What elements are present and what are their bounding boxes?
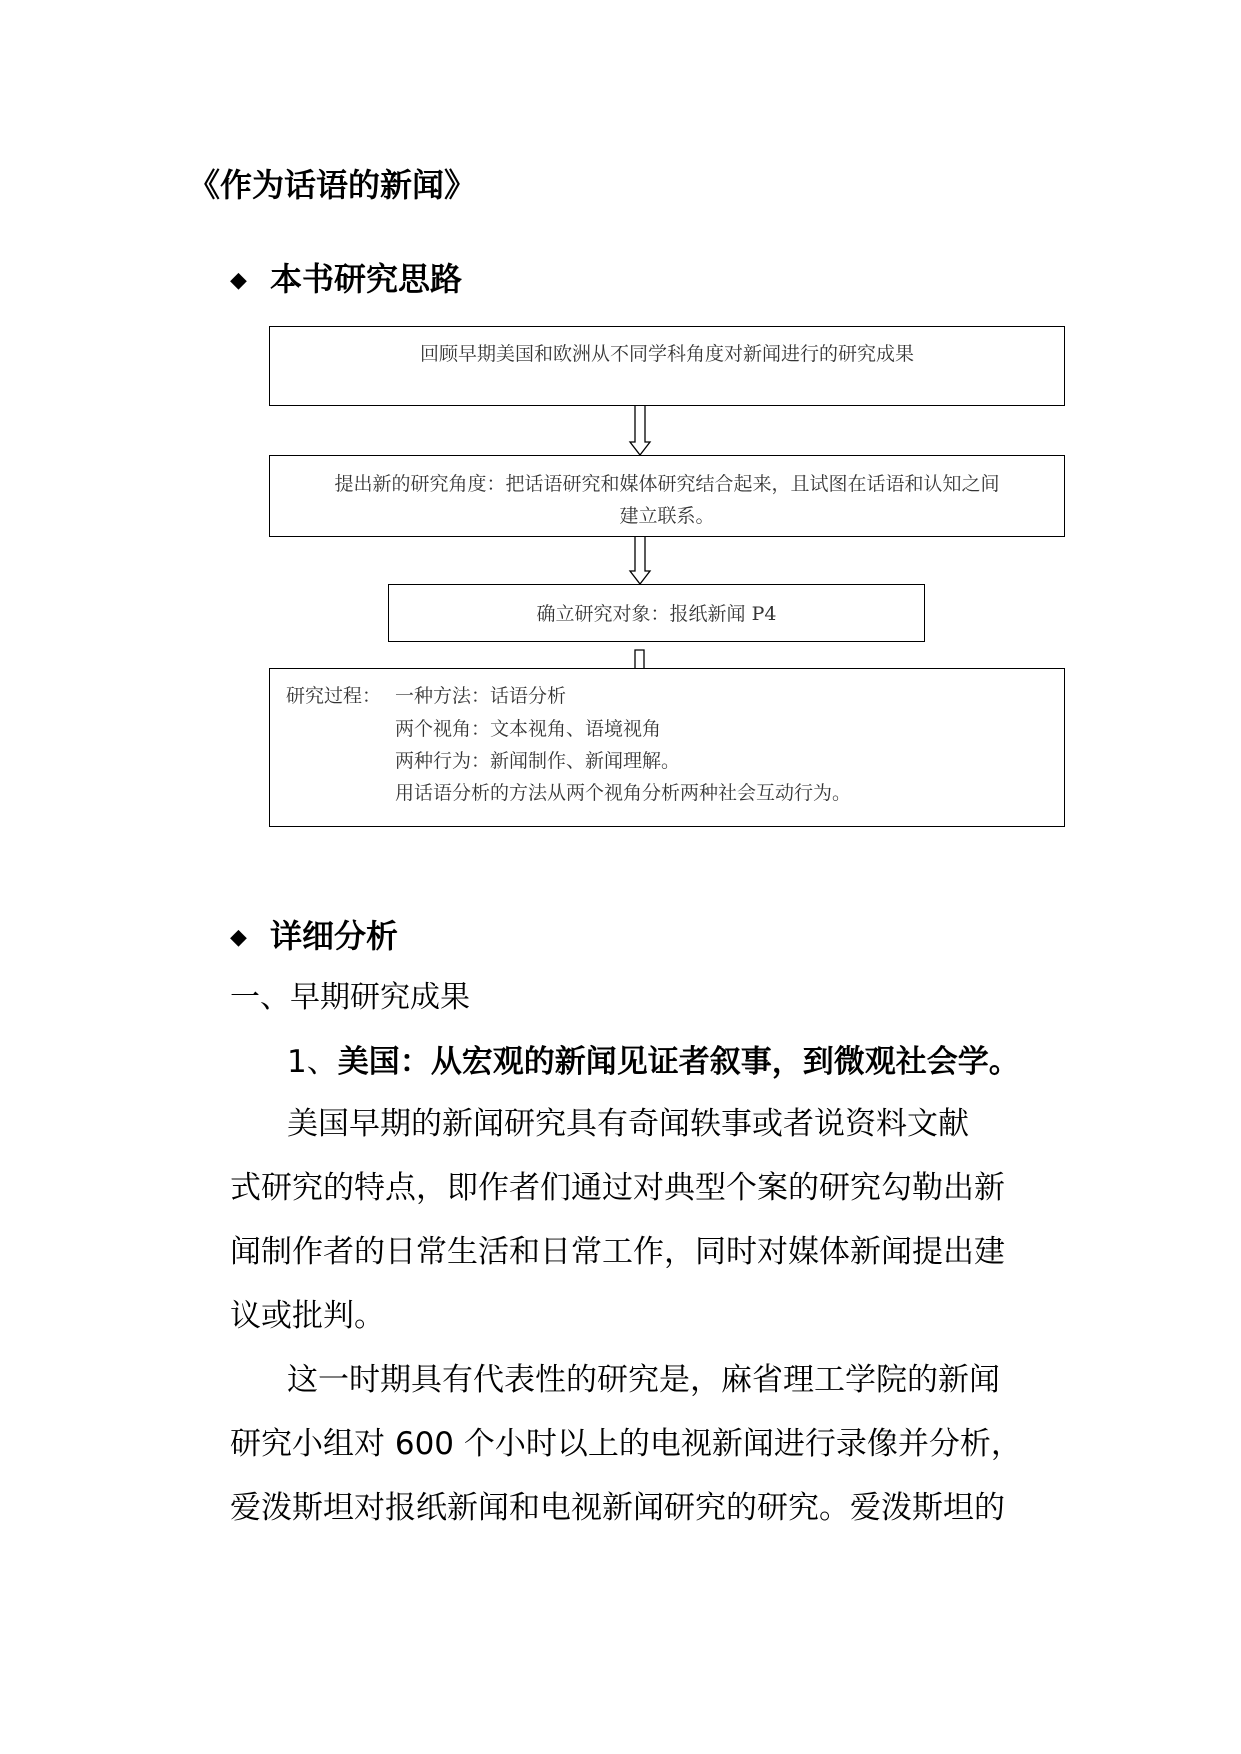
flow-box-new-angle — [269, 455, 1065, 537]
section-title: 详细分析 — [270, 917, 399, 955]
flow-box-review-text: 回顾早期美国和欧洲从不同学科角度对新闻进行的研究成果 — [419, 343, 914, 365]
section-heading-detailed-analysis — [230, 911, 398, 957]
paragraph-line: 研究小组对 600 个小时以上的电视新闻进行录像并分析， — [230, 1426, 1022, 1462]
paragraph-1 — [230, 1092, 1060, 1348]
paragraph-line: 议或批判。 — [230, 1298, 385, 1334]
paragraph-line: 这一时期具有代表性的研究是，麻省理工学院的新闻 — [287, 1362, 1000, 1398]
paragraph-line: 闻制作者的日常生活和日常工作，同时对媒体新闻提出建 — [230, 1234, 1005, 1270]
flow-box-process — [269, 668, 1065, 827]
process-line: 用话语分析的方法从两个视角分析两种社会互动行为。 — [395, 782, 852, 804]
paragraph-2 — [230, 1348, 1060, 1540]
section-heading-research-approach — [230, 254, 462, 300]
process-line: 两个视角：文本视角、语境视角 — [395, 718, 662, 740]
subsection-title: 美国：从宏观的新闻见证者叙事，到微观社会学。 — [337, 1044, 1020, 1080]
flow-box-review — [269, 326, 1065, 406]
flow-box-object-text: 确立研究对象：报纸新闻 P4 — [536, 603, 777, 625]
connector-icon — [633, 649, 647, 669]
section-title: 本书研究思路 — [270, 260, 463, 298]
process-line: 一种方法：话语分析 — [395, 685, 567, 707]
down-arrow-icon — [628, 406, 652, 456]
document-title: 《作为话语的新闻》 — [188, 166, 477, 204]
flow-box-new-angle-line2: 建立联系。 — [619, 505, 715, 527]
flow-box-new-angle-line1: 提出新的研究角度：把话语研究和媒体研究结合起来，且试图在话语和认知之间 — [334, 473, 1000, 495]
process-line: 两种行为：新闻制作、新闻理解。 — [395, 750, 681, 772]
paragraph-line: 爱泼斯坦对报纸新闻和电视新闻研究的研究。爱泼斯坦的 — [230, 1490, 1005, 1526]
paragraph-line: 式研究的特点，即作者们通过对典型个案的研究勾勒出新 — [230, 1170, 1005, 1206]
chapter-subheading: 一、早期研究成果 — [230, 980, 470, 1015]
process-label: 研究过程： — [286, 685, 382, 707]
down-arrow-icon — [628, 537, 652, 585]
diamond-bullet-icon: ◆ — [230, 925, 247, 950]
subsection-heading — [287, 1036, 1020, 1081]
paragraph-line: 美国早期的新闻研究具有奇闻轶事或者说资料文献 — [287, 1106, 969, 1142]
flow-box-object — [388, 584, 925, 642]
diamond-bullet-icon: ◆ — [230, 268, 247, 293]
subsection-number: 1、 — [287, 1044, 338, 1080]
